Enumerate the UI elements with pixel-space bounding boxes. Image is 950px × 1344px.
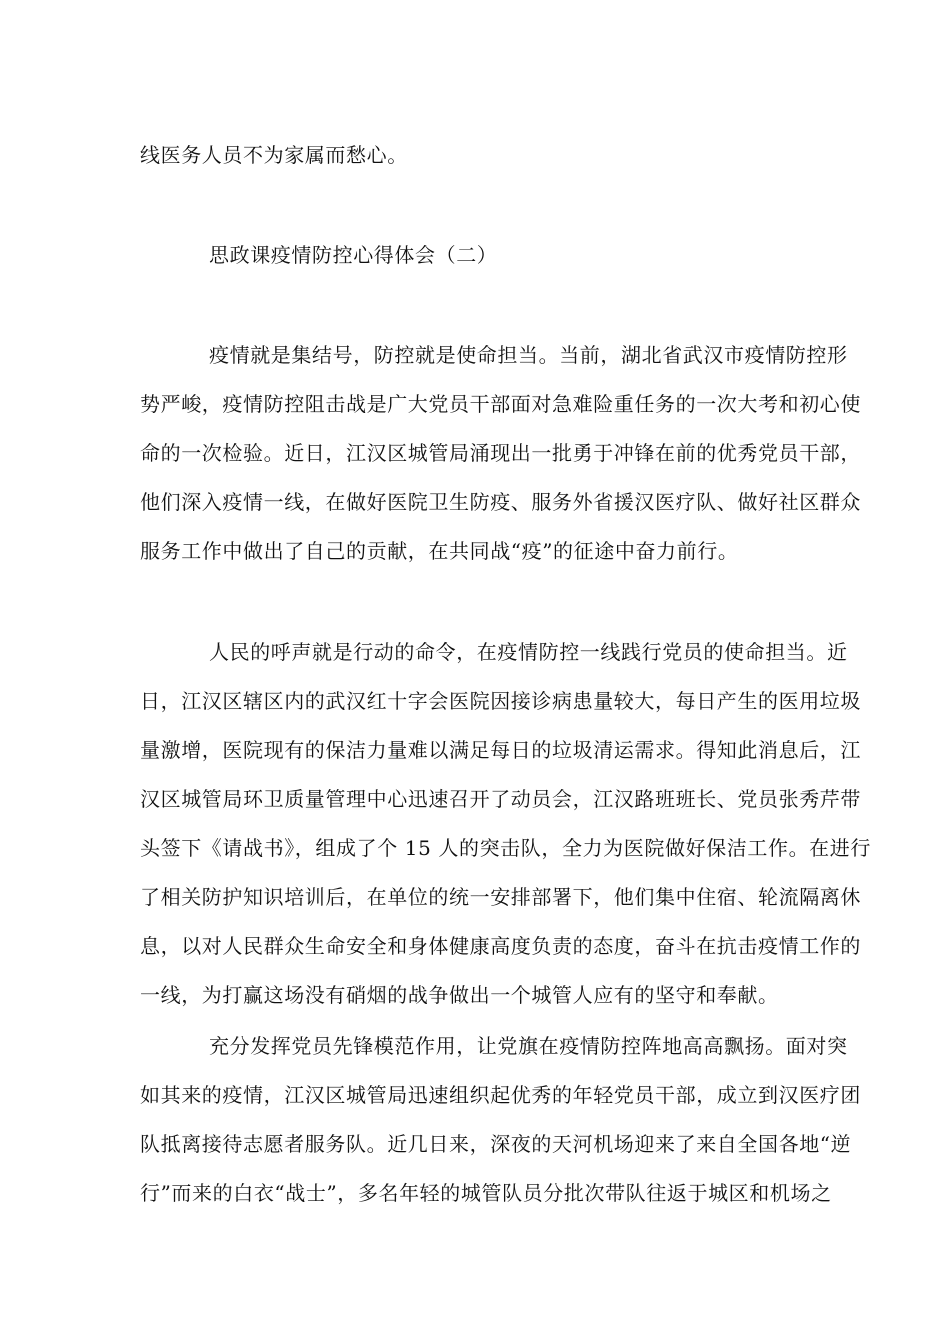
text-line: 一线，为打赢这场没有硝烟的战争做出一个城管人应有的坚守和奉献。 [140, 983, 779, 1007]
section-heading: 思政课疫情防控心得体会（二） [209, 243, 498, 267]
text-line: 充分发挥党员先锋模范作用，让党旗在疫情防控阵地高高飘扬。面对突 [209, 1034, 848, 1058]
text-line: 势严峻，疫情防控阻击战是广大党员干部面对急难险重任务的一次大考和初心使 [140, 392, 861, 416]
text-line: 线医务人员不为家属而愁心。 [140, 143, 408, 167]
text-line: 队抵离接待志愿者服务队。近几日来，深夜的天河机场迎来了来自全国各地“逆 [140, 1132, 852, 1156]
text-line: 头签下《请战书》，组成了个 15 人的突击队，全力为医院做好保洁工作。在进行 [140, 836, 871, 860]
text-line: 命的一次检验。近日，江汉区城管局涌现出一批勇于冲锋在前的优秀党员干部， [140, 441, 861, 465]
text-line: 汉区城管局环卫质量管理中心迅速召开了动员会，江汉路班班长、党员张秀芹带 [140, 787, 861, 811]
text-line: 日，江汉区辖区内的武汉红十字会医院因接诊病患量较大，每日产生的医用垃圾 [140, 689, 861, 713]
text-line: 服务工作中做出了自己的贡献，在共同战“疫”的征途中奋力前行。 [140, 539, 739, 563]
text-line: 息，以对人民群众生命安全和身体健康高度负责的态度，奋斗在抗击疫情工作的 [140, 934, 861, 958]
text-line: 了相关防护知识培训后，在单位的统一安排部署下，他们集中住宿、轮流隔离休 [140, 885, 861, 909]
text-line: 他们深入疫情一线，在做好医院卫生防疫、服务外省援汉医疗队、做好社区群众 [140, 490, 861, 514]
text-line: 如其来的疫情，江汉区城管局迅速组织起优秀的年轻党员干部，成立到汉医疗团 [140, 1083, 861, 1107]
text-line: 人民的呼声就是行动的命令，在疫情防控一线践行党员的使命担当。近 [209, 640, 848, 664]
text-line: 行”而来的白衣“战士”，多名年轻的城管队员分批次带队往返于城区和机场之 [140, 1181, 832, 1205]
text-line: 量激增，医院现有的保洁力量难以满足每日的垃圾清运需求。得知此消息后，江 [140, 738, 861, 762]
text-line: 疫情就是集结号，防控就是使命担当。当前，湖北省武汉市疫情防控形 [209, 343, 848, 367]
